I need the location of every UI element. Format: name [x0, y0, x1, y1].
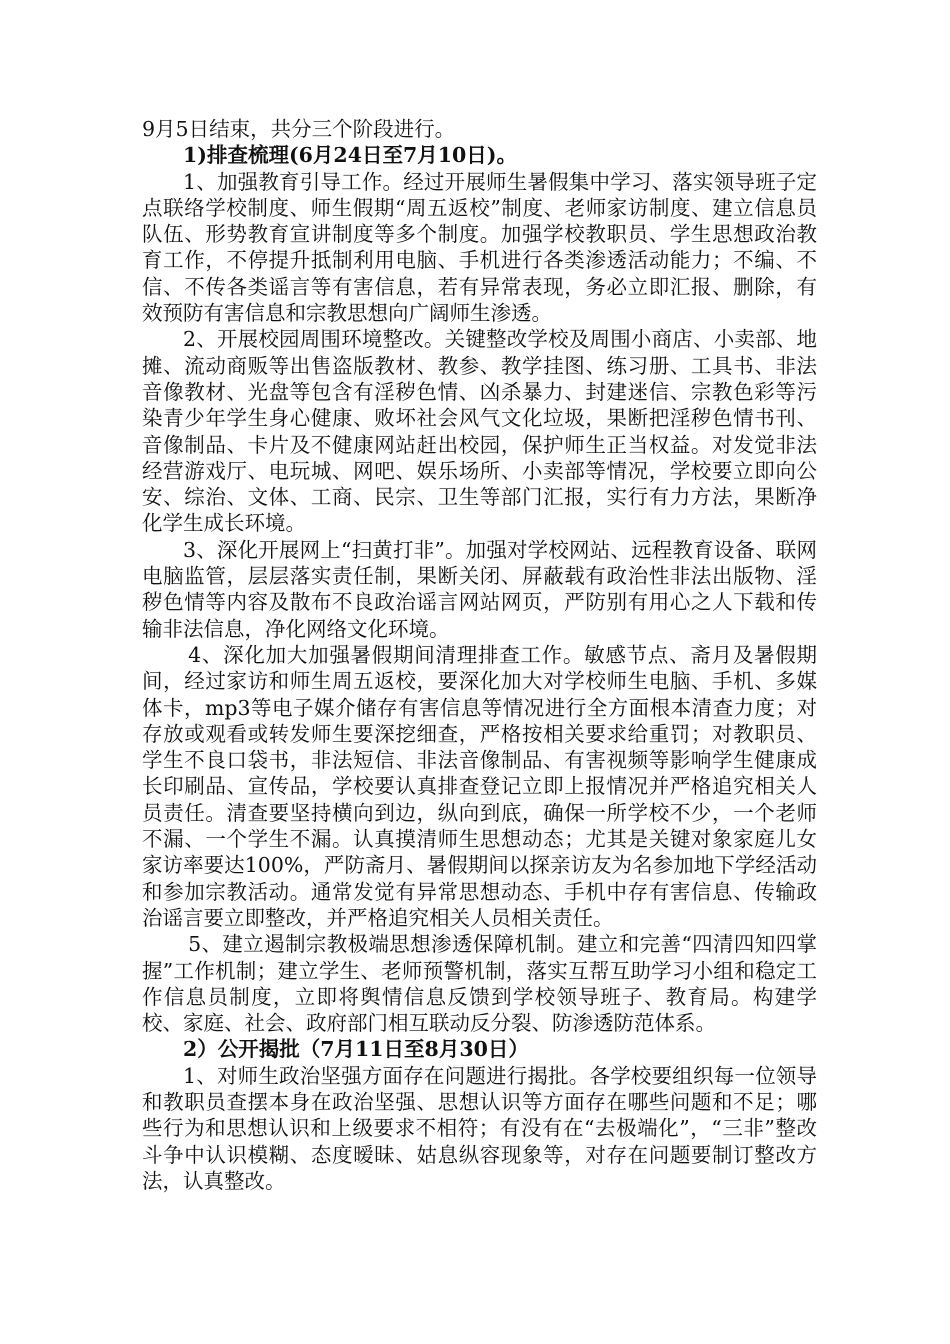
stage-2-heading: 2）公开揭批（7月11日至8月30日） [183, 1037, 529, 1062]
stage-1-item-3: 3、深化开展网上“扫黄打非”。加强对学校网站、远程教育设备、联网电脑监管，层层落实责任制，果断关闭、屏蔽载有政治性非法出版物、淫秽色情等内容及散布不良政治谣言网站网页，严防别有用心之人下载和传输非法信息，净化网络文化环境。 [142, 537, 817, 641]
stage-2-item-1: 1、对师生政治坚强方面存在问题进行揭批。各学校要组织每一位领导和教职员查摆本身在政治坚强、思想认识等方面存在哪些问题和不足；哪些行为和思想认识和上级要求不相符；有没有在“去极端化”，“三非”整改斗争中认识模糊、态度暧昧、姑息纵容现象等，对存在问题要制订整改方法，认真整改。 [142, 1063, 817, 1193]
stage-1-item-1: 1、加强教育引导工作。经过开展师生暑假集中学习、落实领导班子定点联络学校制度、师生假期“周五返校”制度、老师家访制度、建立信息员队伍、形势教育宣讲制度等多个制度。加强学校教职员、学生思想政治教育工作，不停提升抵制利用电脑、手机进行各类渗透活动能力；不编、不信、不传各类谣言等有害信息，若有异常表现，务必立即汇报、删除，有效预防有害信息和宗教思想向广阔师生渗透。 [142, 169, 817, 326]
stage-1-item-4: 4、深化加大加强暑假期间清理排查工作。敏感节点、斋月及暑假期间，经过家访和师生周五返校，要深化加大对学校师生电脑、手机、多媒体卡，mp3等电子媒介储存有害信息等情况进行全方面根本清查力度；对存放或观看或转发师生要深挖细查，严格按相关要求给重罚；对教职员、学生不良口袋书，非法短信、非法音像制品、有害视频等影响学生健康成长印刷品、宣传品，学校要认真排查登记立即上报情况并严格追究相关人员责任。清查要坚持横向到边，纵向到底，确保一所学校不少，一个老师不漏、一个学生不漏。认真摸清师生思想动态；尤其是关键对象家庭儿女家访率要达100%，严防斋月、暑假期间以探亲访友为名参加地下学经活动和参加宗教活动。通常发觉有异常思想动态、手机中存有害信息、传输政治谣言要立即整改，并严格追究相关人员相关责任。 [142, 642, 817, 930]
intro-paragraph: 9月5日结束，共分三个阶段进行。 [142, 117, 456, 141]
stage-1-item-2: 2、开展校园周围环境整改。关键整改学校及周围小商店、小卖部、地摊、流动商贩等出售盗版教材、教参、教学挂图、练习册、工具书、非法音像教材、光盘等包含有淫秽色情、凶杀暴力、封建迷信、宗教色彩等污染青少年学生身心健康、败坏社会风气文化垃圾，果断把淫秽色情书刊、音像制品、卡片及不健康网站赶出校园，保护师生正当权益。对发觉非法经营游戏厅、电玩城、网吧、娱乐场所、小卖部等情况，学校要立即向公安、综治、文体、工商、民宗、卫生等部门汇报，实行有力方法，果断净化学生成长环境。 [142, 327, 817, 536]
stage-1-item-5: 5、建立遏制宗教极端思想渗透保障机制。建立和完善“四清四知四掌握”工作机制；建立学生、老师预警机制，落实互帮互助学习小组和稳定工作信息员制度，立即将舆情信息反馈到学校领导班子、教育局。构建学校、家庭、社会、政府部门相互联动反分裂、防渗透防范体系。 [142, 932, 817, 1036]
document-page [142, 116, 817, 1194]
stage-1-heading: 1)排查梳理(6月24日至7月10日)。 [183, 143, 517, 168]
